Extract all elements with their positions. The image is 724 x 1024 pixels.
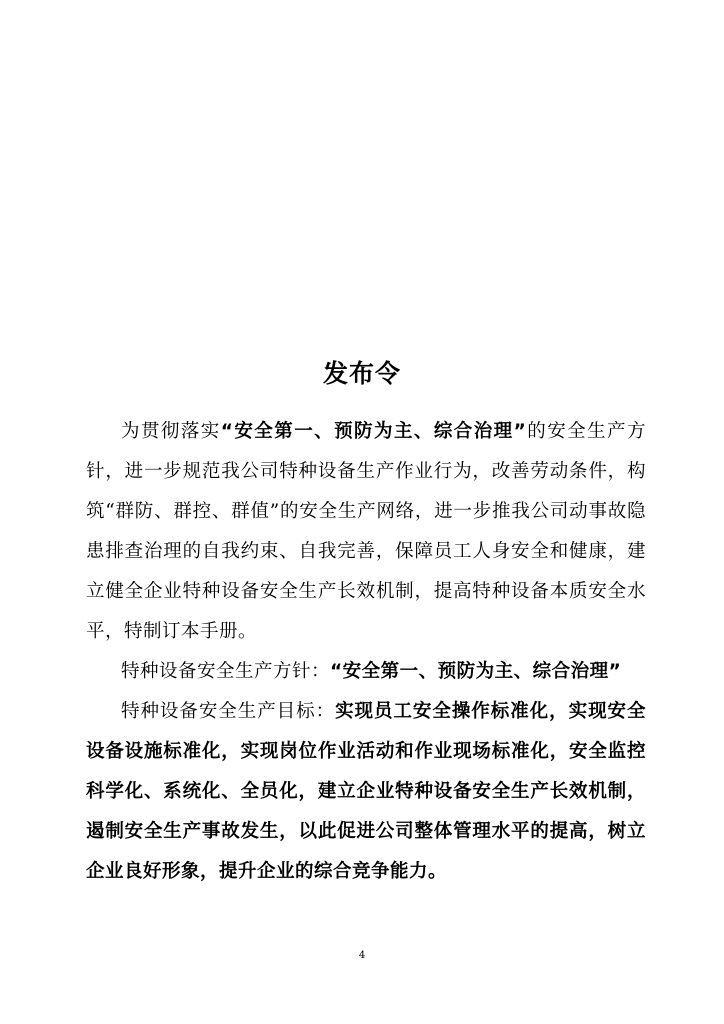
paragraph-intro xyxy=(86,412,646,652)
page-number: 4 xyxy=(358,950,366,961)
paragraph-policy xyxy=(86,652,646,692)
intro-policy-quote: “安全第一、预防为主、综合治理” xyxy=(220,421,527,442)
goal-text: 实现员工安全操作标准化，实现安全设备设施标准化，实现岗位作业活动和作业现场标准化，安全监控科学化、系统化、全员化，建立企业特种设备安全生产长效机制，遏制安全生产事故发生，以此促进公司整体管理水平的提高，树立企业良好形象，提升企业的综合竞争能力。 xyxy=(86,701,646,882)
intro-text-1: 为贯彻落实 xyxy=(121,421,221,442)
paragraph-goal xyxy=(86,692,646,892)
page-title: 发布令 xyxy=(322,359,401,388)
intro-text-2: 的安全生产方针，进一步规范我公司特种设备生产作业行为，改善劳动条件，构筑“群防、群控、群值”的安全生产网络，进一步推我公司动事故隐患排查治理的自我约束、自我完善，保障员工人身安全和健康，建立健全企业特种设备安全生产长效机制，提高特种设备本质安全水平，特制订本手册。 xyxy=(86,421,646,642)
policy-label: 特种设备安全生产方针： xyxy=(121,661,331,682)
goal-label: 特种设备安全生产目标： xyxy=(121,701,336,722)
document-body xyxy=(86,412,646,892)
policy-quote: “安全第一、预防为主、综合治理” xyxy=(330,661,622,682)
